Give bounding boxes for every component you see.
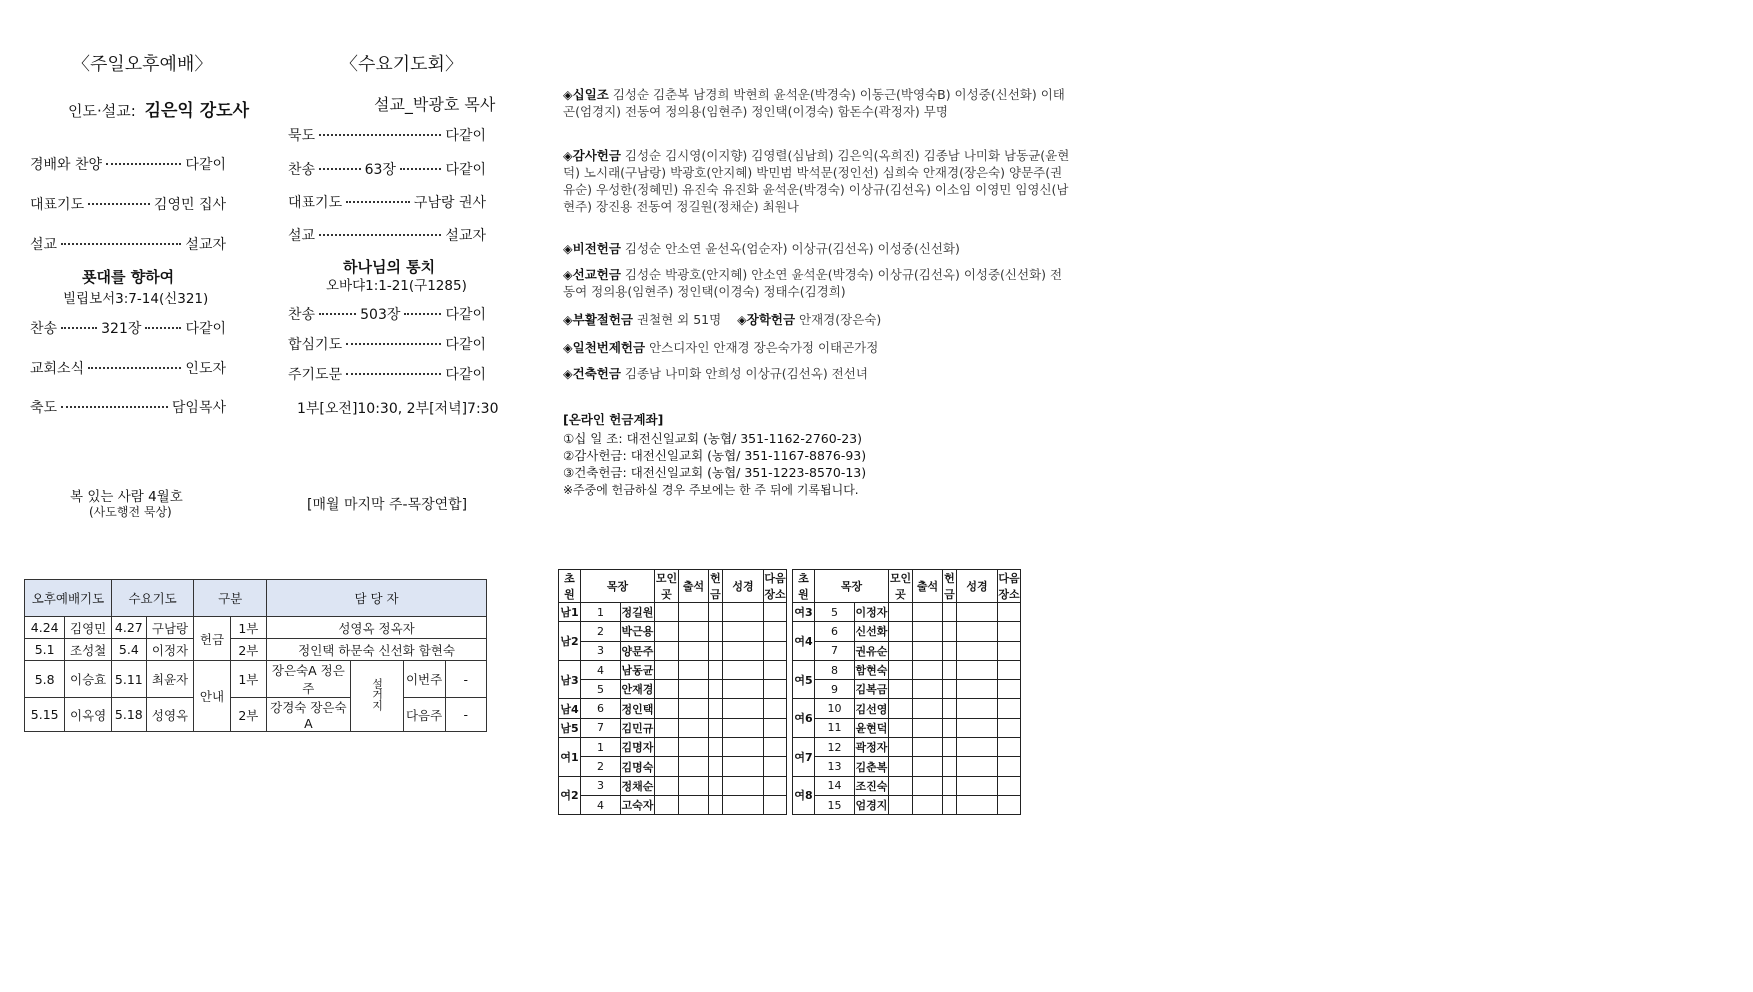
attendance-entry-cell[interactable]: [943, 757, 957, 776]
attendance-entry-cell[interactable]: [655, 757, 679, 776]
attendance-entry-cell[interactable]: [943, 680, 957, 699]
group-number: 3: [581, 641, 621, 660]
group-leader: 엄경지: [855, 795, 889, 814]
attendance-entry-cell[interactable]: [913, 622, 943, 641]
attendance-entry-cell[interactable]: [655, 795, 679, 814]
attendance-entry-cell[interactable]: [957, 622, 998, 641]
attendance-entry-cell[interactable]: [709, 699, 723, 718]
attendance-entry-cell[interactable]: [723, 776, 764, 795]
table-row: 5.8 이승효 5.11 최윤자 안내 1부 장은숙A 정은주 설거지 이번주 -: [25, 661, 487, 698]
offering-vision: ◈비전헌금 김성순 안소연 윤선옥(엄순자) 이상규(김선옥) 이성중(신선화): [563, 241, 960, 256]
sunday-sermon-title: 푯대를 향하여: [82, 268, 175, 286]
attendance-entry-cell[interactable]: [889, 680, 913, 699]
attendance-header: 성경: [957, 570, 998, 603]
attendance-entry-cell[interactable]: [957, 660, 998, 679]
attendance-entry-cell[interactable]: [943, 738, 957, 757]
grassland-cell: 남5: [559, 718, 581, 737]
attendance-entry-cell[interactable]: [655, 660, 679, 679]
online-line-3: ③건축헌금: 대전신일교회 (농협/ 351-1223-8570-13): [563, 465, 867, 480]
attendance-entry-cell[interactable]: [913, 757, 943, 776]
attendance-entry-cell[interactable]: [679, 795, 709, 814]
attendance-entry-cell[interactable]: [723, 699, 764, 718]
attendance-entry-cell[interactable]: [709, 641, 723, 660]
attendance-entry-cell[interactable]: [889, 622, 913, 641]
group-leader: 김명자: [621, 738, 655, 757]
attendance-entry-cell[interactable]: [655, 776, 679, 795]
attendance-table-right: [792, 569, 1021, 815]
table-row: [559, 641, 787, 660]
attendance-entry-cell[interactable]: [943, 718, 957, 737]
attendance-entry-cell[interactable]: [998, 680, 1021, 699]
attendance-entry-cell[interactable]: [679, 603, 709, 622]
grassland-cell: 여1: [559, 738, 581, 777]
wednesday-note: [매월 마지막 주-목장연합]: [307, 497, 468, 513]
group-number: 2: [581, 622, 621, 641]
table-row: [559, 776, 787, 795]
group-number: 5: [581, 680, 621, 699]
duty-header-category: 구분: [194, 580, 267, 617]
sunday-title: 〈주일오후예배〉: [72, 54, 213, 75]
attendance-entry-cell[interactable]: [998, 660, 1021, 679]
sunday-item-sermon: 설교 설교자: [30, 237, 226, 253]
attendance-entry-cell[interactable]: [998, 718, 1021, 737]
attendance-entry-cell[interactable]: [764, 795, 787, 814]
attendance-entry-cell[interactable]: [709, 738, 723, 757]
group-leader: 정채순: [621, 776, 655, 795]
table-row: [793, 738, 1021, 757]
attendance-entry-cell[interactable]: [655, 699, 679, 718]
attendance-entry-cell[interactable]: [764, 622, 787, 641]
attendance-entry-cell[interactable]: [764, 641, 787, 660]
group-number: 12: [815, 738, 855, 757]
table-row: [559, 622, 787, 641]
group-leader: 안재경: [621, 680, 655, 699]
attendance-entry-cell[interactable]: [709, 718, 723, 737]
attendance-entry-cell[interactable]: [957, 795, 998, 814]
online-title: [온라인 헌금계좌]: [563, 412, 664, 427]
attendance-entry-cell[interactable]: [679, 718, 709, 737]
attendance-entry-cell[interactable]: [998, 738, 1021, 757]
sunday-item-blessing: 축도 담임목사: [30, 400, 226, 416]
group-leader: 정인택: [621, 699, 655, 718]
attendance-entry-cell[interactable]: [655, 738, 679, 757]
table-row: [559, 738, 787, 757]
attendance-entry-cell[interactable]: [998, 622, 1021, 641]
attendance-entry-cell[interactable]: [764, 718, 787, 737]
attendance-header: 다음장소: [998, 570, 1021, 603]
attendance-entry-cell[interactable]: [943, 660, 957, 679]
attendance-entry-cell[interactable]: [913, 660, 943, 679]
attendance-entry-cell[interactable]: [655, 718, 679, 737]
attendance-entry-cell[interactable]: [957, 680, 998, 699]
table-row: 5.15 이옥영 5.18 성영옥 2부 강경숙 장은숙A 다음주 -: [25, 698, 487, 732]
attendance-entry-cell[interactable]: [998, 603, 1021, 622]
duty-header-row: [25, 580, 487, 617]
table-row: [793, 757, 1021, 776]
attendance-entry-cell[interactable]: [679, 641, 709, 660]
group-leader: 김선영: [855, 699, 889, 718]
attendance-entry-cell[interactable]: [913, 738, 943, 757]
offering-mission: ◈선교헌금 김성순 박광호(안지혜) 안소연 윤석운(박경숙) 이상규(김선옥) 이성중(신선화) 전동여 정의용(임현주) 정인택(이경숙) 정태수(김경희): [563, 267, 1063, 299]
offering-easter: ◈부활절헌금 권철현 외 51명 ◈장학헌금 안재경(장은숙): [563, 312, 882, 327]
attendance-entry-cell[interactable]: [709, 660, 723, 679]
attendance-entry-cell[interactable]: [957, 641, 998, 660]
offering-thanks: ◈감사헌금 김성순 김시영(이지향) 김영렬(심남희) 김은익(옥희진) 김종남 나미화 남동균(윤현덕) 노시래(구남랑) 박광호(안지혜) 박민범 박석문(정인선) 심희숙 안재경(장은숙) 양문주(권유순) 우성한(정혜민) 유진숙 유진화 윤석운(박경숙) 이상규(김선옥) 이소임 이영민 임영신(남현주) 장진용 전동여 정길원(정채순) 최원나: [563, 148, 1070, 214]
attendance-entry-cell[interactable]: [889, 776, 913, 795]
attendance-entry-cell[interactable]: [889, 699, 913, 718]
offering-building: ◈건축헌금 김종남 나미화 안희성 이상규(김선옥) 전선녀: [563, 366, 868, 381]
attendance-entry-cell[interactable]: [913, 603, 943, 622]
group-number: 4: [581, 660, 621, 679]
group-number: 11: [815, 718, 855, 737]
attendance-entry-cell[interactable]: [723, 738, 764, 757]
grassland-cell: 여5: [793, 660, 815, 699]
grassland-cell: 여4: [793, 622, 815, 661]
attendance-entry-cell[interactable]: [679, 776, 709, 795]
grassland-cell: 남4: [559, 699, 581, 718]
attendance-entry-cell[interactable]: [655, 622, 679, 641]
online-line-2: ②감사헌금: 대전신일교회 (농협/ 351-1167-8876-93): [563, 448, 867, 463]
wednesday-item-hymn: 찬송 63장 다같이: [288, 162, 487, 178]
table-row: [559, 795, 787, 814]
table-row: [793, 776, 1021, 795]
group-leader: 조진숙: [855, 776, 889, 795]
attendance-entry-cell[interactable]: [679, 699, 709, 718]
group-number: 8: [815, 660, 855, 679]
table-row: [559, 603, 787, 622]
table-row: [559, 660, 787, 679]
group-leader: 신선화: [855, 622, 889, 641]
table-row: [793, 795, 1021, 814]
online-note: ※주중에 헌금하실 경우 주보에는 한 주 뒤에 기록됩니다.: [563, 483, 859, 497]
group-number: 15: [815, 795, 855, 814]
sunday-book: 복 있는 사람 4월호: [70, 489, 183, 505]
sunday-book-sub: (사도행전 묵상): [89, 505, 172, 519]
wednesday-item-hymn2: 찬송 503장 다같이: [288, 307, 487, 323]
group-number: 7: [581, 718, 621, 737]
attendance-entry-cell[interactable]: [998, 795, 1021, 814]
table-row: [559, 718, 787, 737]
attendance-entry-cell[interactable]: [889, 795, 913, 814]
sunday-item-praise: 경배와 찬양 다같이: [30, 157, 226, 173]
attendance-entry-cell[interactable]: [679, 757, 709, 776]
wednesday-item-silent: 묵도 다같이: [288, 128, 486, 144]
table-row: [559, 680, 787, 699]
grassland-cell: 여2: [559, 776, 581, 815]
grassland-cell: 여7: [793, 738, 815, 777]
attendance-entry-cell[interactable]: [913, 641, 943, 660]
group-leader: 이정자: [855, 603, 889, 622]
attendance-entry-cell[interactable]: [957, 718, 998, 737]
group-leader: 윤현덕: [855, 718, 889, 737]
sunday-leader: [68, 96, 249, 121]
offering-tithe: ◈십일조 김성순 김춘복 남경희 박현희 윤석운(박경숙) 이동근(박영숙B) 이성중(신선화) 이태곤(엄경지) 전동여 정의용(임현주) 정인택(이경숙) 함돈수(곽정자) 무명: [563, 87, 1065, 119]
attendance-entry-cell[interactable]: [723, 641, 764, 660]
group-leader: 고숙자: [621, 795, 655, 814]
attendance-entry-cell[interactable]: [889, 718, 913, 737]
attendance-entry-cell[interactable]: [764, 776, 787, 795]
attendance-entry-cell[interactable]: [709, 680, 723, 699]
sunday-item-hymn: 찬송 321장 다같이: [30, 321, 227, 337]
wednesday-title: 〈수요기도회〉: [340, 54, 463, 75]
wednesday-sermon-title: 하나님의 통치: [343, 258, 436, 276]
attendance-header: 헌금: [709, 570, 723, 603]
wednesday-times: 1부[오전]10:30, 2부[저녁]7:30: [297, 401, 499, 417]
group-number: 4: [581, 795, 621, 814]
duty-header-wednesday: 수요기도: [111, 580, 193, 617]
attendance-entry-cell[interactable]: [723, 795, 764, 814]
table-row: [793, 718, 1021, 737]
table-row: [793, 603, 1021, 622]
attendance-entry-cell[interactable]: [943, 622, 957, 641]
attendance-entry-cell[interactable]: [679, 660, 709, 679]
attendance-header: 목장: [815, 570, 889, 603]
attendance-header: 다음장소: [764, 570, 787, 603]
table-row: 5.1 조성철 5.4 이정자 2부 정인택 하문숙 신선화 함현숙: [25, 639, 487, 661]
attendance-entry-cell[interactable]: [957, 699, 998, 718]
group-number: 1: [581, 603, 621, 622]
attendance-entry-cell[interactable]: [998, 641, 1021, 660]
attendance-entry-cell[interactable]: [998, 699, 1021, 718]
online-line-1: ①십 일 조: 대전신일교회 (농협/ 351-1162-2760-23): [563, 431, 862, 446]
attendance-entry-cell[interactable]: [913, 795, 943, 814]
wednesday-item-joint-prayer: 합심기도 다같이: [288, 337, 486, 353]
group-number: 3: [581, 776, 621, 795]
group-leader: 정길원: [621, 603, 655, 622]
group-leader: 김명숙: [621, 757, 655, 776]
attendance-entry-cell[interactable]: [679, 680, 709, 699]
attendance-header: 출석: [913, 570, 943, 603]
attendance-entry-cell[interactable]: [913, 680, 943, 699]
table-row: [793, 660, 1021, 679]
attendance-entry-cell[interactable]: [655, 603, 679, 622]
attendance-header: 목장: [581, 570, 655, 603]
grassland-cell: 여6: [793, 699, 815, 738]
attendance-entry-cell[interactable]: [998, 776, 1021, 795]
attendance-entry-cell[interactable]: [943, 641, 957, 660]
attendance-header: 초원: [793, 570, 815, 603]
group-leader: 권유순: [855, 641, 889, 660]
group-number: 6: [815, 622, 855, 641]
wednesday-preacher: 설교_박광호 목사: [374, 95, 496, 114]
attendance-entry-cell[interactable]: [913, 699, 943, 718]
attendance-entry-cell[interactable]: [723, 603, 764, 622]
table-row: 4.24 김영민 4.27 구남랑 헌금 1부 성영옥 정옥자: [25, 617, 487, 639]
attendance-entry-cell[interactable]: [764, 680, 787, 699]
attendance-header-row: [559, 570, 787, 603]
table-row: [793, 622, 1021, 641]
group-number: 7: [815, 641, 855, 660]
attendance-header: 모인곳: [655, 570, 679, 603]
attendance-entry-cell[interactable]: [889, 641, 913, 660]
attendance-entry-cell[interactable]: [889, 603, 913, 622]
duty-header-persons: 담 당 자: [267, 580, 487, 617]
attendance-entry-cell[interactable]: [913, 776, 943, 795]
group-leader: 함현숙: [855, 660, 889, 679]
attendance-entry-cell[interactable]: [913, 718, 943, 737]
attendance-entry-cell[interactable]: [723, 622, 764, 641]
attendance-table-left: [558, 569, 787, 815]
attendance-entry-cell[interactable]: [957, 603, 998, 622]
group-number: 6: [581, 699, 621, 718]
attendance-entry-cell[interactable]: [723, 757, 764, 776]
attendance-entry-cell[interactable]: [723, 680, 764, 699]
grassland-cell: 여8: [793, 776, 815, 815]
attendance-entry-cell[interactable]: [943, 699, 957, 718]
attendance-entry-cell[interactable]: [957, 776, 998, 795]
group-leader: 남동균: [621, 660, 655, 679]
group-number: 10: [815, 699, 855, 718]
sunday-leader-name: 김은익 강도사: [144, 101, 250, 121]
attendance-entry-cell[interactable]: [889, 660, 913, 679]
table-row: [559, 757, 787, 776]
duty-cat-offering: 헌금: [194, 617, 230, 661]
table-row: [559, 699, 787, 718]
attendance-entry-cell[interactable]: [655, 680, 679, 699]
sunday-sermon-ref: 빌립보서3:7-14(신321): [63, 291, 209, 307]
sunday-leader-label: 인도·설교:: [68, 102, 136, 120]
duty-cat-guide: 안내: [194, 661, 230, 732]
attendance-header: 성경: [723, 570, 764, 603]
grassland-cell: 남3: [559, 660, 581, 699]
duty-table: [24, 579, 487, 732]
group-number: 14: [815, 776, 855, 795]
attendance-entry-cell[interactable]: [764, 660, 787, 679]
attendance-entry-cell[interactable]: [723, 660, 764, 679]
group-leader: 양문주: [621, 641, 655, 660]
attendance-entry-cell[interactable]: [709, 795, 723, 814]
group-leader: 김춘복: [855, 757, 889, 776]
duty-cat-dishes: 설거지: [370, 678, 384, 711]
attendance-entry-cell[interactable]: [679, 738, 709, 757]
attendance-header-row: [793, 570, 1021, 603]
attendance-entry-cell[interactable]: [764, 699, 787, 718]
wednesday-item-lords-prayer: 주기도문 다같이: [288, 367, 486, 383]
table-row: [793, 641, 1021, 660]
attendance-entry-cell[interactable]: [679, 622, 709, 641]
attendance-header: 출석: [679, 570, 709, 603]
group-number: 2: [581, 757, 621, 776]
offering-thousand: ◈일천번제헌금 안스디자인 안재경 장은숙가정 이태곤가정: [563, 340, 879, 355]
attendance-entry-cell[interactable]: [723, 718, 764, 737]
grassland-cell: 여3: [793, 603, 815, 622]
attendance-entry-cell[interactable]: [709, 757, 723, 776]
attendance-entry-cell[interactable]: [943, 795, 957, 814]
attendance-header: 모인곳: [889, 570, 913, 603]
attendance-entry-cell[interactable]: [957, 738, 998, 757]
attendance-header: 헌금: [943, 570, 957, 603]
table-row: [793, 680, 1021, 699]
attendance-entry-cell[interactable]: [998, 757, 1021, 776]
grassland-cell: 남2: [559, 622, 581, 661]
attendance-entry-cell[interactable]: [655, 641, 679, 660]
group-leader: 박근용: [621, 622, 655, 641]
group-number: 5: [815, 603, 855, 622]
sunday-item-prayer: 대표기도 김영민 집사: [30, 197, 226, 213]
group-leader: 김민규: [621, 718, 655, 737]
grassland-cell: 남1: [559, 603, 581, 622]
wednesday-item-sermon: 설교 설교자: [288, 228, 486, 244]
duty-header-sunday: 오후예배기도: [25, 580, 112, 617]
attendance-header: 초원: [559, 570, 581, 603]
group-leader: 김복금: [855, 680, 889, 699]
attendance-entry-cell[interactable]: [889, 738, 913, 757]
attendance-entry-cell[interactable]: [764, 603, 787, 622]
attendance-entry-cell[interactable]: [709, 622, 723, 641]
sunday-item-news: 교회소식 인도자: [30, 361, 226, 377]
attendance-entry-cell[interactable]: [943, 603, 957, 622]
wednesday-item-prayer: 대표기도 구남랑 권사: [288, 195, 486, 211]
group-leader: 곽정자: [855, 738, 889, 757]
wednesday-sermon-ref: 오바댜1:1-21(구1285): [326, 278, 467, 294]
group-number: 9: [815, 680, 855, 699]
attendance-entry-cell[interactable]: [957, 757, 998, 776]
attendance-entry-cell[interactable]: [943, 776, 957, 795]
group-number: 1: [581, 738, 621, 757]
group-number: 13: [815, 757, 855, 776]
attendance-entry-cell[interactable]: [889, 757, 913, 776]
attendance-entry-cell[interactable]: [709, 603, 723, 622]
attendance-entry-cell[interactable]: [764, 738, 787, 757]
attendance-entry-cell[interactable]: [709, 776, 723, 795]
attendance-entry-cell[interactable]: [764, 757, 787, 776]
table-row: [793, 699, 1021, 718]
